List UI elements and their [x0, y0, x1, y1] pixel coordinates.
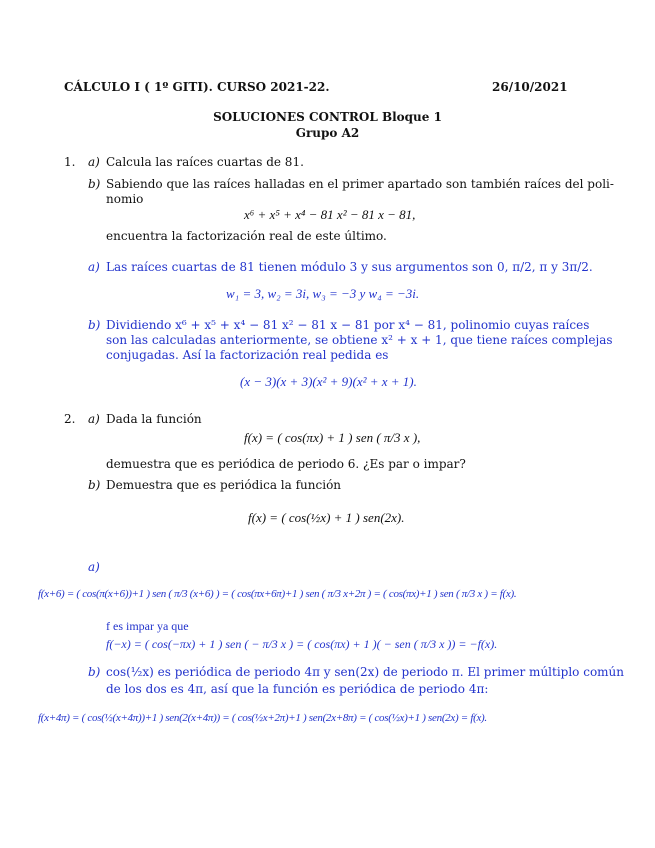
problem-1b-text-2: nomio	[106, 192, 144, 206]
problem-2a-text-2: demuestra que es periódica de periodo 6. ¿Es par o impar?	[106, 457, 466, 471]
group-label: Grupo A2	[295, 126, 360, 140]
problem-1a-text: Calcula las raíces cuartas de 81.	[106, 155, 304, 169]
solution-2a-periodicity-equation: f(x+6) = ( cos(π(x+6))+1 ) sen ( π/3 (x+6) ) = ( cos(πx+6π)+1 ) sen ( π/3 x+2π ) = ( cos(πx)+1 ) sen ( π/3 x ) = f(x).	[38, 588, 517, 600]
page-title: SOLUCIONES CONTROL Bloque 1	[213, 110, 442, 124]
solution-1b-label: b)	[88, 318, 101, 332]
problem-2a-label: a)	[88, 412, 100, 426]
problem-1a-label: a)	[88, 155, 100, 169]
problem-2-number: 2.	[64, 412, 76, 426]
problem-1b-label: b)	[88, 177, 101, 191]
polynomial-equation: x⁶ + x⁵ + x⁴ − 81 x² − 81 x − 81,	[244, 207, 416, 222]
solution-1a-label: a)	[88, 260, 100, 274]
solution-2a-odd-text: f es impar ya que	[106, 619, 189, 633]
document-date: 26/10/2021	[492, 80, 568, 94]
problem-2a-function: f(x) = ( cos(πx) + 1 ) sen ( π/3 x ),	[244, 430, 421, 445]
problem-2a-text: Dada la función	[106, 412, 202, 426]
solution-1b-text-1: Dividiendo x⁶ + x⁵ + x⁴ − 81 x² − 81 x − 81 por x⁴ − 81, polinomio cuyas raíces	[106, 318, 590, 332]
problem-1b-text-1: Sabiendo que las raíces halladas en el primer apartado son también raíces del poli-	[106, 177, 614, 191]
problem-1-number: 1.	[64, 155, 76, 169]
solution-2b-label: b)	[88, 665, 101, 679]
solution-1a-roots: w₁ = 3, w₂ = 3i, w₃ = −3 y w₄ = −3i.	[226, 286, 420, 301]
solution-2a-odd-equation: f(−x) = ( cos(−πx) + 1 ) sen ( − π/3 x ) = ( cos(πx) + 1 )( − sen ( π/3 x )) = −f(x).	[106, 637, 498, 651]
problem-1b-text-3: encuentra la factorización real de este último.	[106, 229, 387, 243]
solution-1a-text: Las raíces cuartas de 81 tienen módulo 3 y sus argumentos son 0, π/2, π y 3π/2.	[106, 260, 593, 274]
solution-2b-text-2: de los dos es 4π, así que la función es periódica de periodo 4π:	[106, 682, 489, 696]
solution-2a-label: a)	[88, 560, 100, 574]
solution-2b-text-1: cos(½x) es periódica de periodo 4π y sen(2x) de periodo π. El primer múltiplo común	[106, 665, 625, 679]
problem-2b-text: Demuestra que es periódica la función	[106, 478, 342, 492]
solution-1b-factorization: (x − 3)(x + 3)(x² + 9)(x² + x + 1).	[240, 374, 417, 389]
solution-2b-periodicity-equation: f(x+4π) = ( cos(½(x+4π))+1 ) sen(2(x+4π)) = ( cos(½x+2π)+1 ) sen(2x+8π) = ( cos(½x)+1 ) sen(2x) = f(x).	[38, 712, 487, 724]
solution-1b-text-2: son las calculadas anteriormente, se obtiene x² + x + 1, que tiene raíces complejas	[106, 333, 613, 347]
solution-1b-text-3: conjugadas. Así la factorización real pedida es	[106, 348, 389, 362]
problem-2b-label: b)	[88, 478, 101, 492]
course-title: CÁLCULO I ( 1º GITI). CURSO 2021-22.	[64, 80, 330, 94]
problem-2b-function: f(x) = ( cos(½x) + 1 ) sen(2x).	[248, 510, 405, 525]
